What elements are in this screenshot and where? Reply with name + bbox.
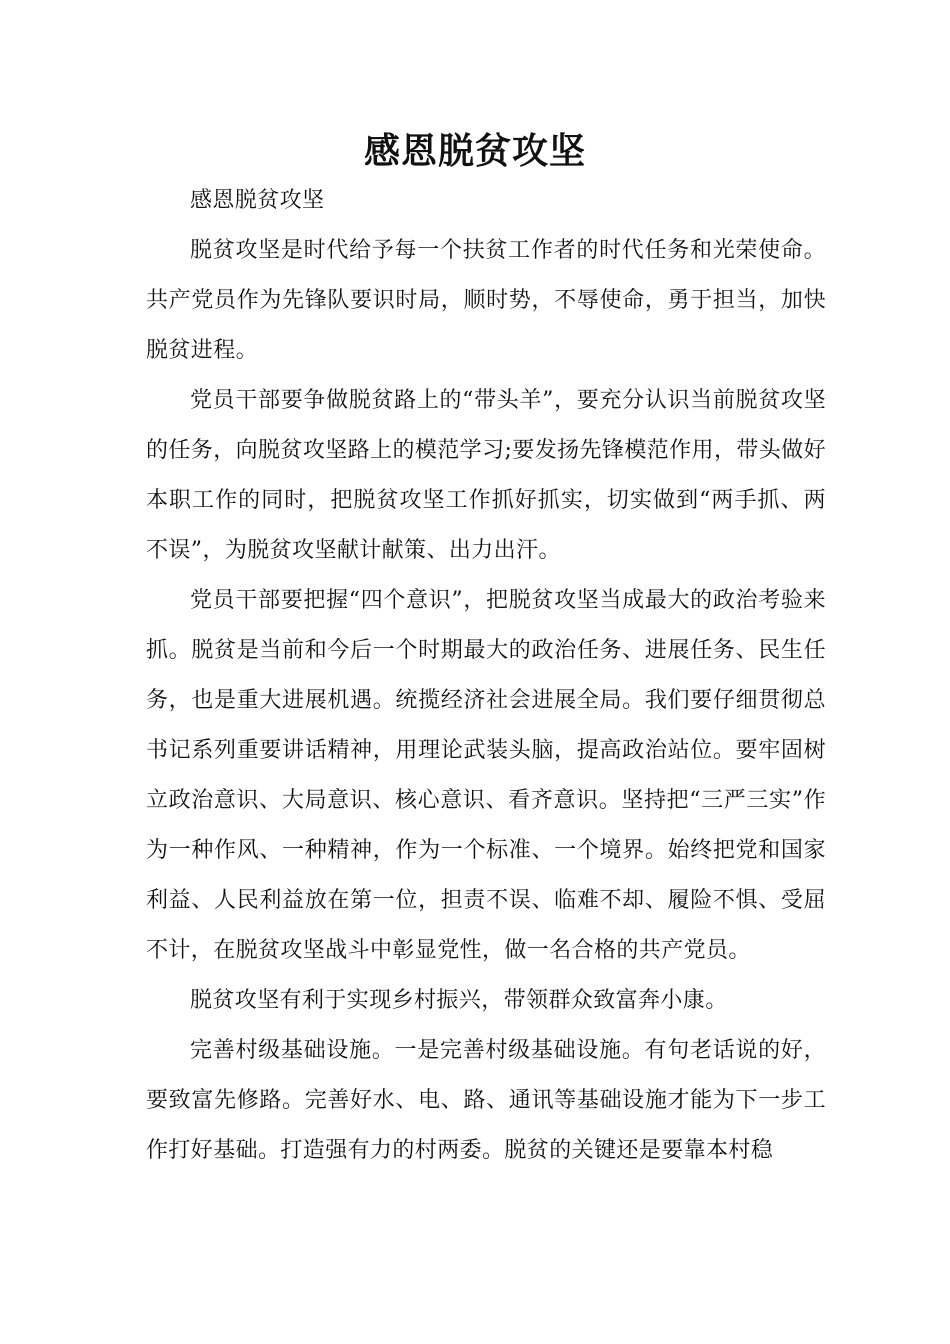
paragraph-1: 脱贫攻坚是时代给予每一个扶贫工作者的时代任务和光荣使命。共产党员作为先锋队要识时局，顺时势，不辱使命，勇于担当，加快脱贫进程。 xyxy=(146,238,826,363)
paragraph-2: 党员干部要争做脱贫路上的“带头羊”，要充分认识当前脱贫攻坚的任务，向脱贫攻坚路上的模范学习;要发扬先锋模范作用，带头做好本职工作的同时，把脱贫攻坚工作抓好抓实，切实做到“两手抓、两不误”，为脱贫攻坚献计献策、出力出汗。 xyxy=(146,388,826,563)
paragraph-4: 脱贫攻坚有利于实现乡村振兴，带领群众致富奔小康。 xyxy=(190,988,728,1013)
paragraph-subtitle: 感恩脱贫攻坚 xyxy=(190,188,325,213)
paragraph-3: 党员干部要把握“四个意识”，把脱贫攻坚当成最大的政治考验来抓。脱贫是当前和今后一个时期最大的政治任务、进展任务、民生任务，也是重大进展机遇。统揽经济社会进展全局。我们要仔细贯彻总书记系列重要讲话精神，用理论武装头脑，提高政治站位。要牢固树立政治意识、大局意识、核心意识、看齐意识。坚持把“三严三实”作为一种作风、一种精神，作为一个标准、一个境界。始终把党和国家利益、人民利益放在第一位，担责不误、临难不却、履险不惧、受屈不计，在脱贫攻坚战斗中彰显党性，做一名合格的共产党员。 xyxy=(146,588,826,963)
paragraph-5: 完善村级基础设施。一是完善村级基础设施。有句老话说的好，要致富先修路。完善好水、电、路、通讯等基础设施才能为下一步工作打好基础。打造强有力的村两委。脱贫的关键还是要靠本村稳 xyxy=(146,1038,826,1163)
document-body xyxy=(146,176,826,1176)
document-title: 感恩脱贫攻坚 xyxy=(363,131,586,172)
